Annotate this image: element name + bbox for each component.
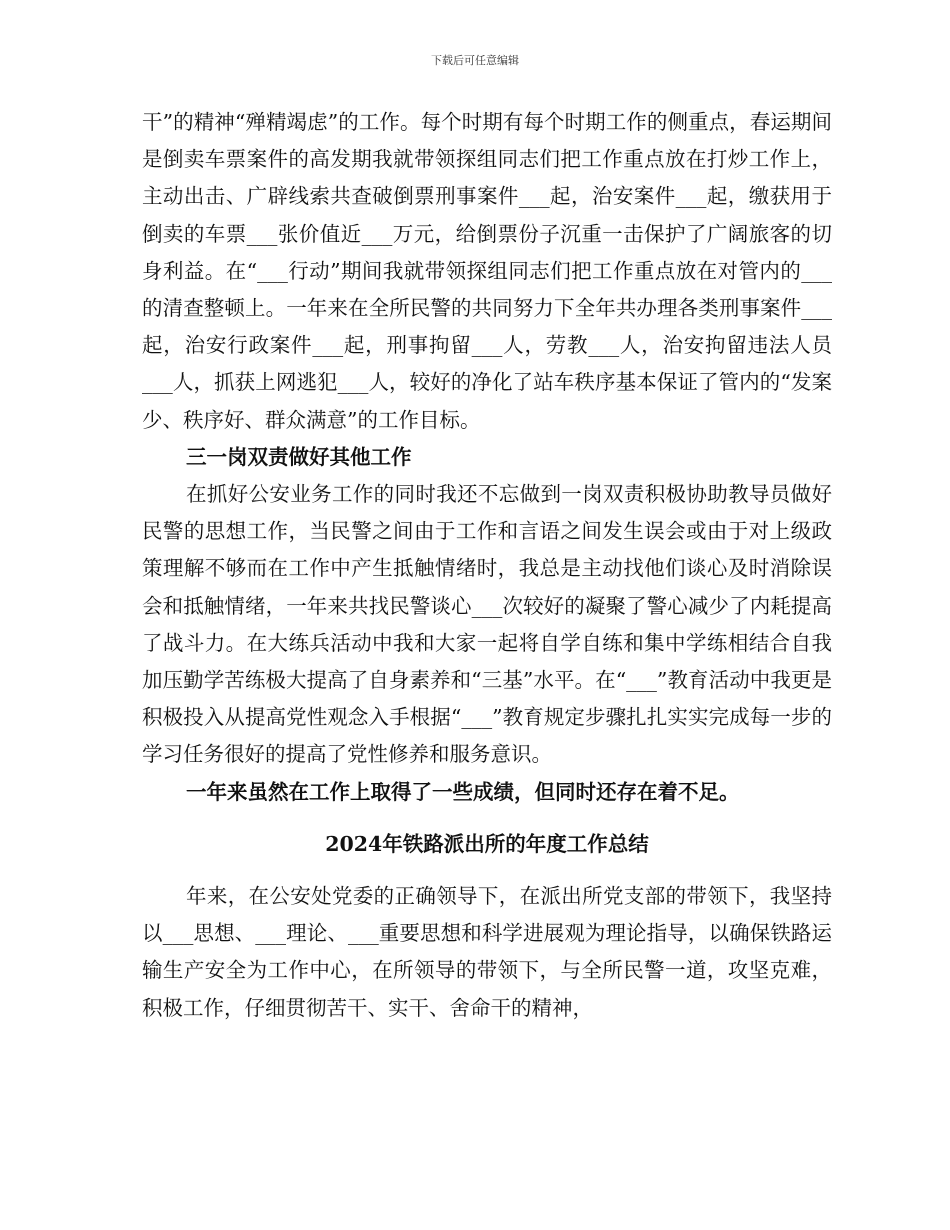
document-title: 2024年铁路派出所的年度工作总结 [325, 831, 649, 856]
paragraph-case-work: 干”的精神“殚精竭虑”的工作。每个时期有每个时期工作的侧重点，春运期间是倒卖车票案件的高发期我就带领探组同志们把工作重点放在打炒工作上，主动出击、广辟线索共查破倒票刑事案件___起，治安案件___起，缴获用于倒卖的车票___张价值近___万元，给倒票份子沉重一击保护了广阔旅客的切身利益。在“___行动”期间我就带领探组同志们把工作重点放在对管内的___的清查整顿上。一年来在全所民警的共同努力下全年共办理各类刑事案件___起，治安行政案件___起，刑事拘留___人，劳教___人，治安拘留违法人员___人，抓获上网逃犯___人，较好的净化了站车秩序基本保证了管内的“发案少、秩序好、群众满意”的工作目标。 [142, 110, 832, 432]
paragraph-other-work: 在抓好公安业务工作的同时我还不忘做到一岗双责积极协助教导员做好民警的思想工作，当民警之间由于工作和言语之间发生误会或由于对上级政策理解不够而在工作中产生抵触情绪时，我总是主动找他们谈心及时消除误会和抵触情绪，一年来共找民警谈心___次较好的凝聚了警心减少了内耗提高了战斗力。在大练兵活动中我和大家一起将自学自练和集中学练相结合自我加压勤学苦练极大提高了自身素养和“三基”水平。在“___”教育活动中我更是积极投入从提高党性观念入手根据“___”教育规定步骤扎扎实实完成每一步的学习任务很好的提高了党性修养和服务意识。 [142, 482, 832, 767]
section-heading-other-work: 三一岗双责做好其他工作 [186, 444, 412, 469]
page-header: 下载后可任意编辑 [431, 54, 519, 67]
paragraph-intro: 年来，在公安处党委的正确领导下，在派出所党支部的带领下，我坚持以___思想、___理论、___重要思想和科学进展观为理论指导，以确保铁路运输生产安全为工作中心，在所领导的带领下，与全所民警一道，攻坚克难，积极工作，仔细贯彻苦干、实干、舍命干的精神， [142, 884, 832, 1020]
document-body [142, 104, 832, 1027]
paragraph-shortcomings: 一年来虽然在工作上取得了一些成绩，但同时还存在着不足。 [186, 779, 740, 804]
